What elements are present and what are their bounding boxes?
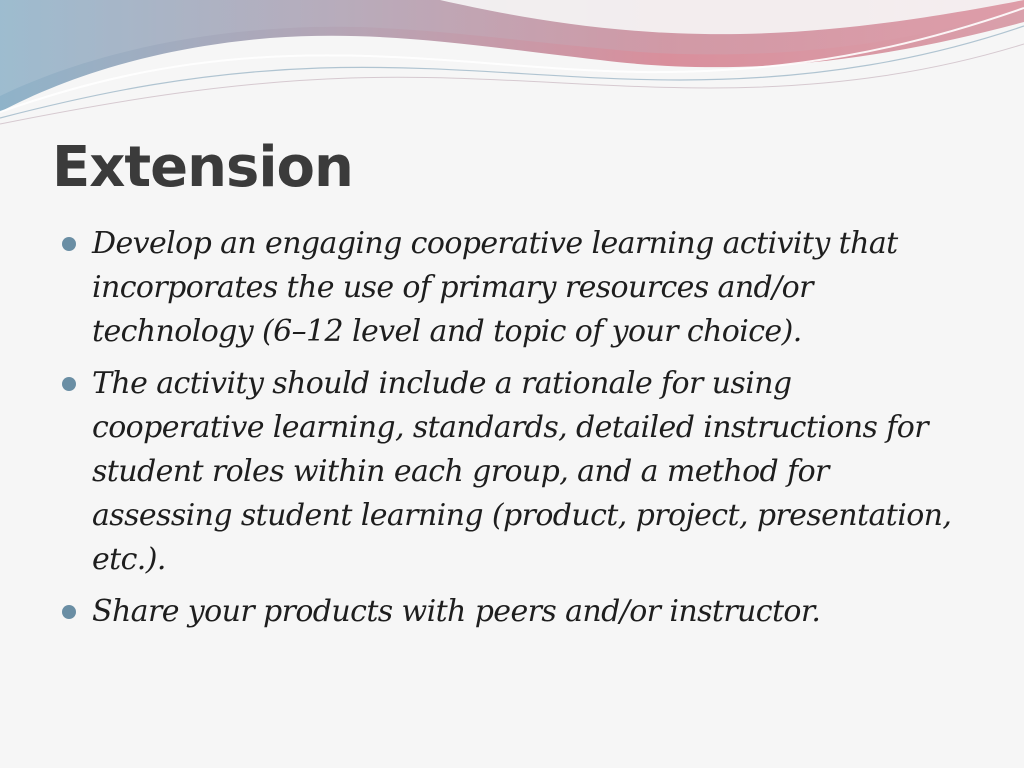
bullet-text: Share your products with peers and/or instructor.	[92, 594, 821, 629]
filled-circle-bullet-icon	[62, 377, 76, 391]
bullet-text: Develop an engaging cooperative learning activity that incorporates the use of primary resources and/or technology (6–12 level and topic of your choice).	[92, 226, 898, 349]
bullet-text: The activity should include a rationale for using cooperative learning, standards, detailed instructions for student roles within each group, and a method for assessing student learning (product, project, presentation, etc.).	[92, 366, 952, 577]
filled-circle-bullet-icon	[62, 237, 76, 251]
bullet-item	[62, 222, 962, 354]
bullet-item	[62, 362, 962, 582]
filled-circle-bullet-icon	[62, 605, 76, 619]
bullet-item	[62, 590, 962, 634]
decorative-wave-banner	[0, 0, 1024, 130]
slide-title: Extension	[52, 135, 353, 200]
bullet-list	[62, 222, 962, 642]
